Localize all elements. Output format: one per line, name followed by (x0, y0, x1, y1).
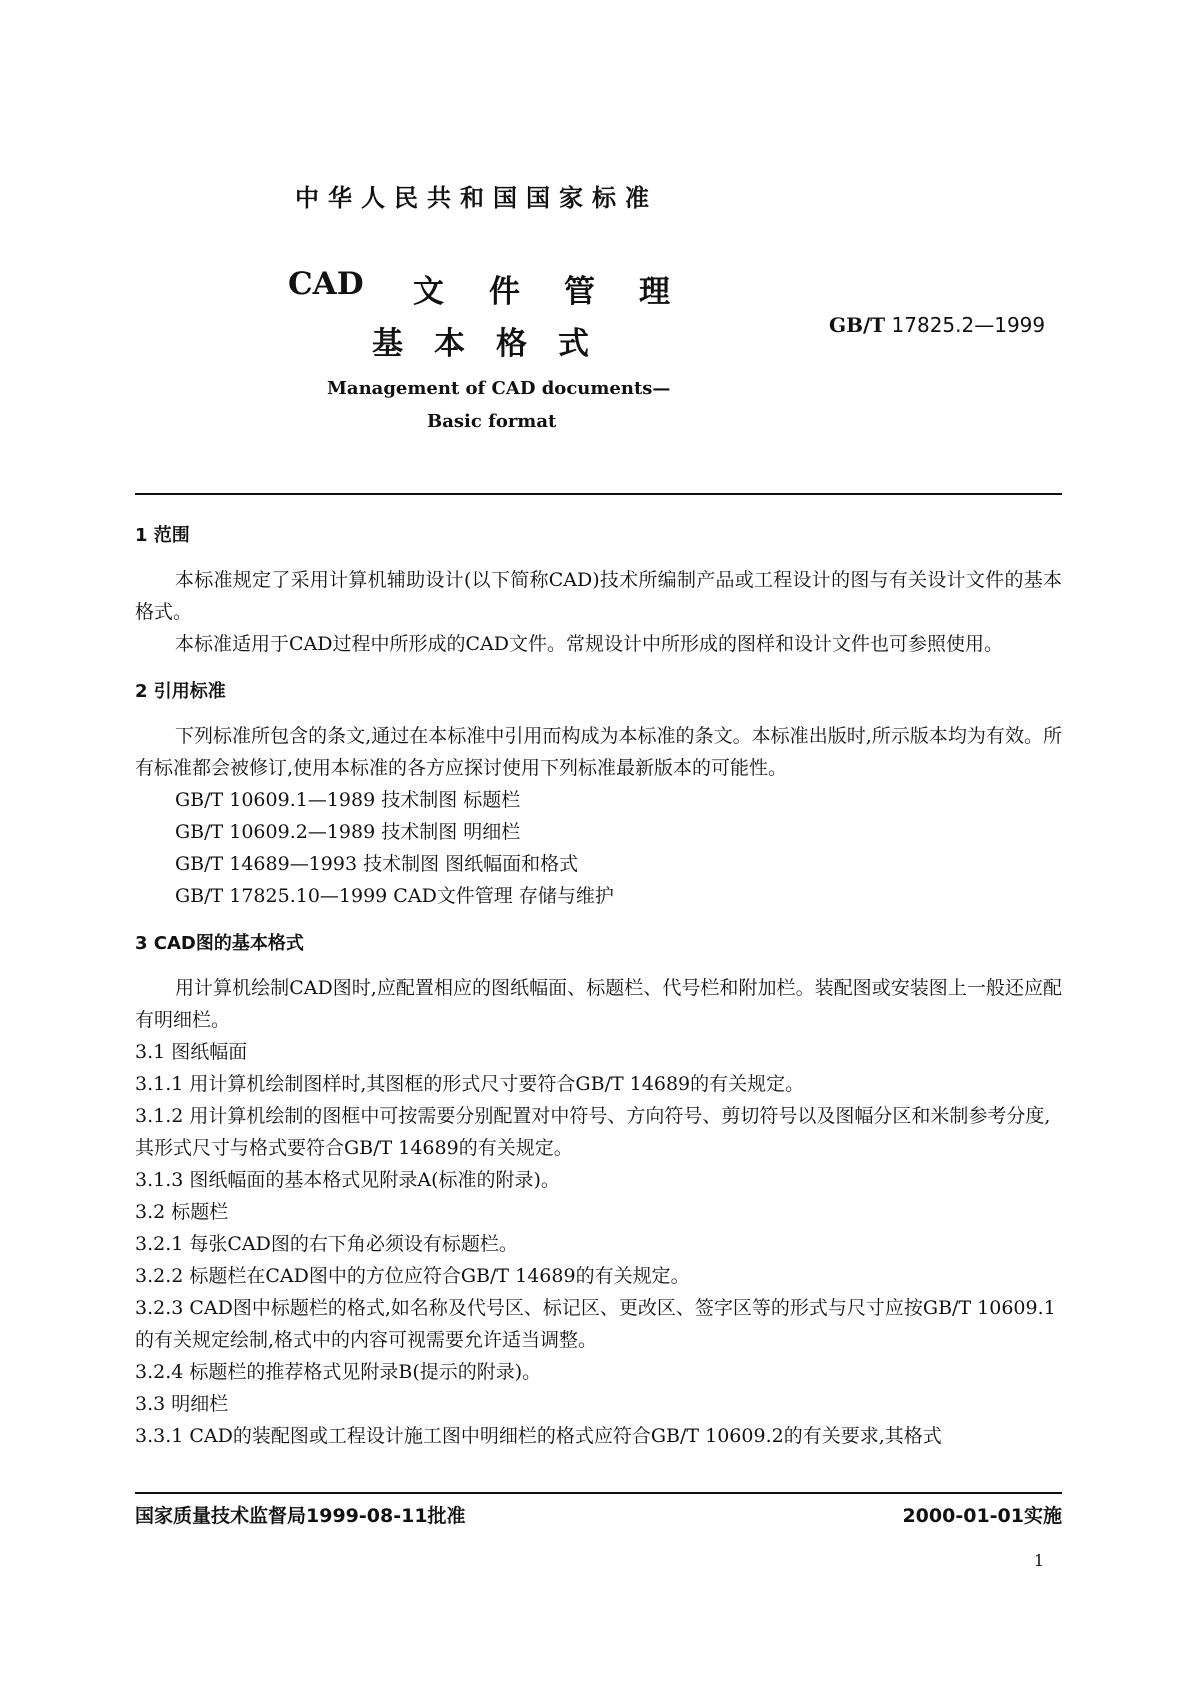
clause-3-2: 3.2 标题栏 (135, 1201, 229, 1223)
approval-date: 国家质量技术监督局1999-08-11批准 (135, 1505, 466, 1527)
clause-3-2-2: 3.2.2 标题栏在CAD图中的方位应符合GB/T 14689的有关规定。 (135, 1265, 690, 1287)
title-cn-word: 理 (639, 274, 670, 310)
clause-3-1: 3.1 图纸幅面 (135, 1041, 248, 1063)
section-3-paragraph: 用计算机绘制CAD图时,应配置相应的图纸幅面、标题栏、代号栏和附加栏。装配图或安装图上一般还应配有明细栏。 (135, 977, 1062, 1031)
clause-3-3: 3.3 明细栏 (135, 1393, 229, 1415)
title-cn-word: 管 (564, 274, 595, 310)
reference-item: GB/T 17825.10—1999 CAD文件管理 存储与维护 (175, 885, 614, 907)
page-number: 1 (1033, 1551, 1044, 1570)
title-en-line1: Management of CAD documents— (327, 378, 671, 399)
clause-3-2-3: 3.2.3 CAD图中标题栏的格式,如名称及代号区、标记区、更改区、签字区等的形式与尺寸应按GB/T 10609.1的有关规定绘制,格式中的内容可视需要允许适当调整。 (135, 1297, 1056, 1351)
reference-item: GB/T 14689—1993 技术制图 图纸幅面和格式 (175, 853, 579, 875)
section-3-heading: 3 CAD图的基本格式 (135, 933, 304, 954)
title-cn-word: CAD (288, 266, 364, 302)
clause-3-1-1: 3.1.1 用计算机绘制图样时,其图框的形式尺寸要符合GB/T 14689的有关规定。 (135, 1073, 805, 1095)
title-cn-word: 本 (434, 326, 465, 362)
reference-item: GB/T 10609.2—1989 技术制图 明细栏 (175, 821, 521, 843)
standard-prefix: GB/T (829, 313, 886, 337)
clause-3-2-1: 3.2.1 每张CAD图的右下角必须设有标题栏。 (135, 1233, 518, 1255)
clause-3-1-2: 3.1.2 用计算机绘制的图框中可按需要分别配置对中符号、方向符号、剪切符号以及图幅分区和米制参考分度,其形式尺寸与格式要符合GB/T 14689的有关规定。 (135, 1105, 1051, 1159)
document-body (135, 520, 1062, 1452)
section-2-heading: 2 引用标准 (135, 681, 226, 702)
clause-3-3-1: 3.3.1 CAD的装配图或工程设计施工图中明细栏的格式应符合GB/T 10609.2的有关要求,其格式 (135, 1425, 942, 1447)
standard-code: 17825.2—1999 (891, 313, 1046, 337)
title-en-line2: Basic format (427, 411, 557, 432)
section-2-paragraph: 下列标准所包含的条文,通过在本标准中引用而构成为本标准的条文。本标准出版时,所示版本均为有效。所有标准都会被修订,使用本标准的各方应探讨使用下列标准最新版本的可能性。 (135, 725, 1062, 779)
top-rule (135, 493, 1062, 495)
national-standard-header: 中华人民共和国国家标准 (295, 184, 658, 212)
section-1-paragraph: 本标准规定了采用计算机辅助设计(以下简称CAD)技术所编制产品或工程设计的图与有关设计文件的基本格式。 (135, 569, 1062, 623)
title-cn-word: 格 (496, 326, 527, 362)
title-cn-word: 基 (372, 326, 403, 362)
clause-3-1-3: 3.1.3 图纸幅面的基本格式见附录A(标准的附录)。 (135, 1169, 560, 1191)
title-cn-word: 文 (413, 274, 444, 310)
title-cn-word: 件 (489, 274, 520, 310)
section-1-paragraph: 本标准适用于CAD过程中所形成的CAD文件。常规设计中所形成的图样和设计文件也可参照使用。 (175, 633, 1003, 655)
effective-date: 2000-01-01实施 (902, 1505, 1062, 1527)
title-cn-word: 式 (558, 326, 589, 362)
section-1-heading: 1 范围 (135, 525, 190, 546)
clause-3-2-4: 3.2.4 标题栏的推荐格式见附录B(提示的附录)。 (135, 1361, 542, 1383)
bottom-rule (135, 1492, 1062, 1494)
reference-item: GB/T 10609.1—1989 技术制图 标题栏 (175, 789, 521, 811)
standard-number (829, 313, 1045, 337)
